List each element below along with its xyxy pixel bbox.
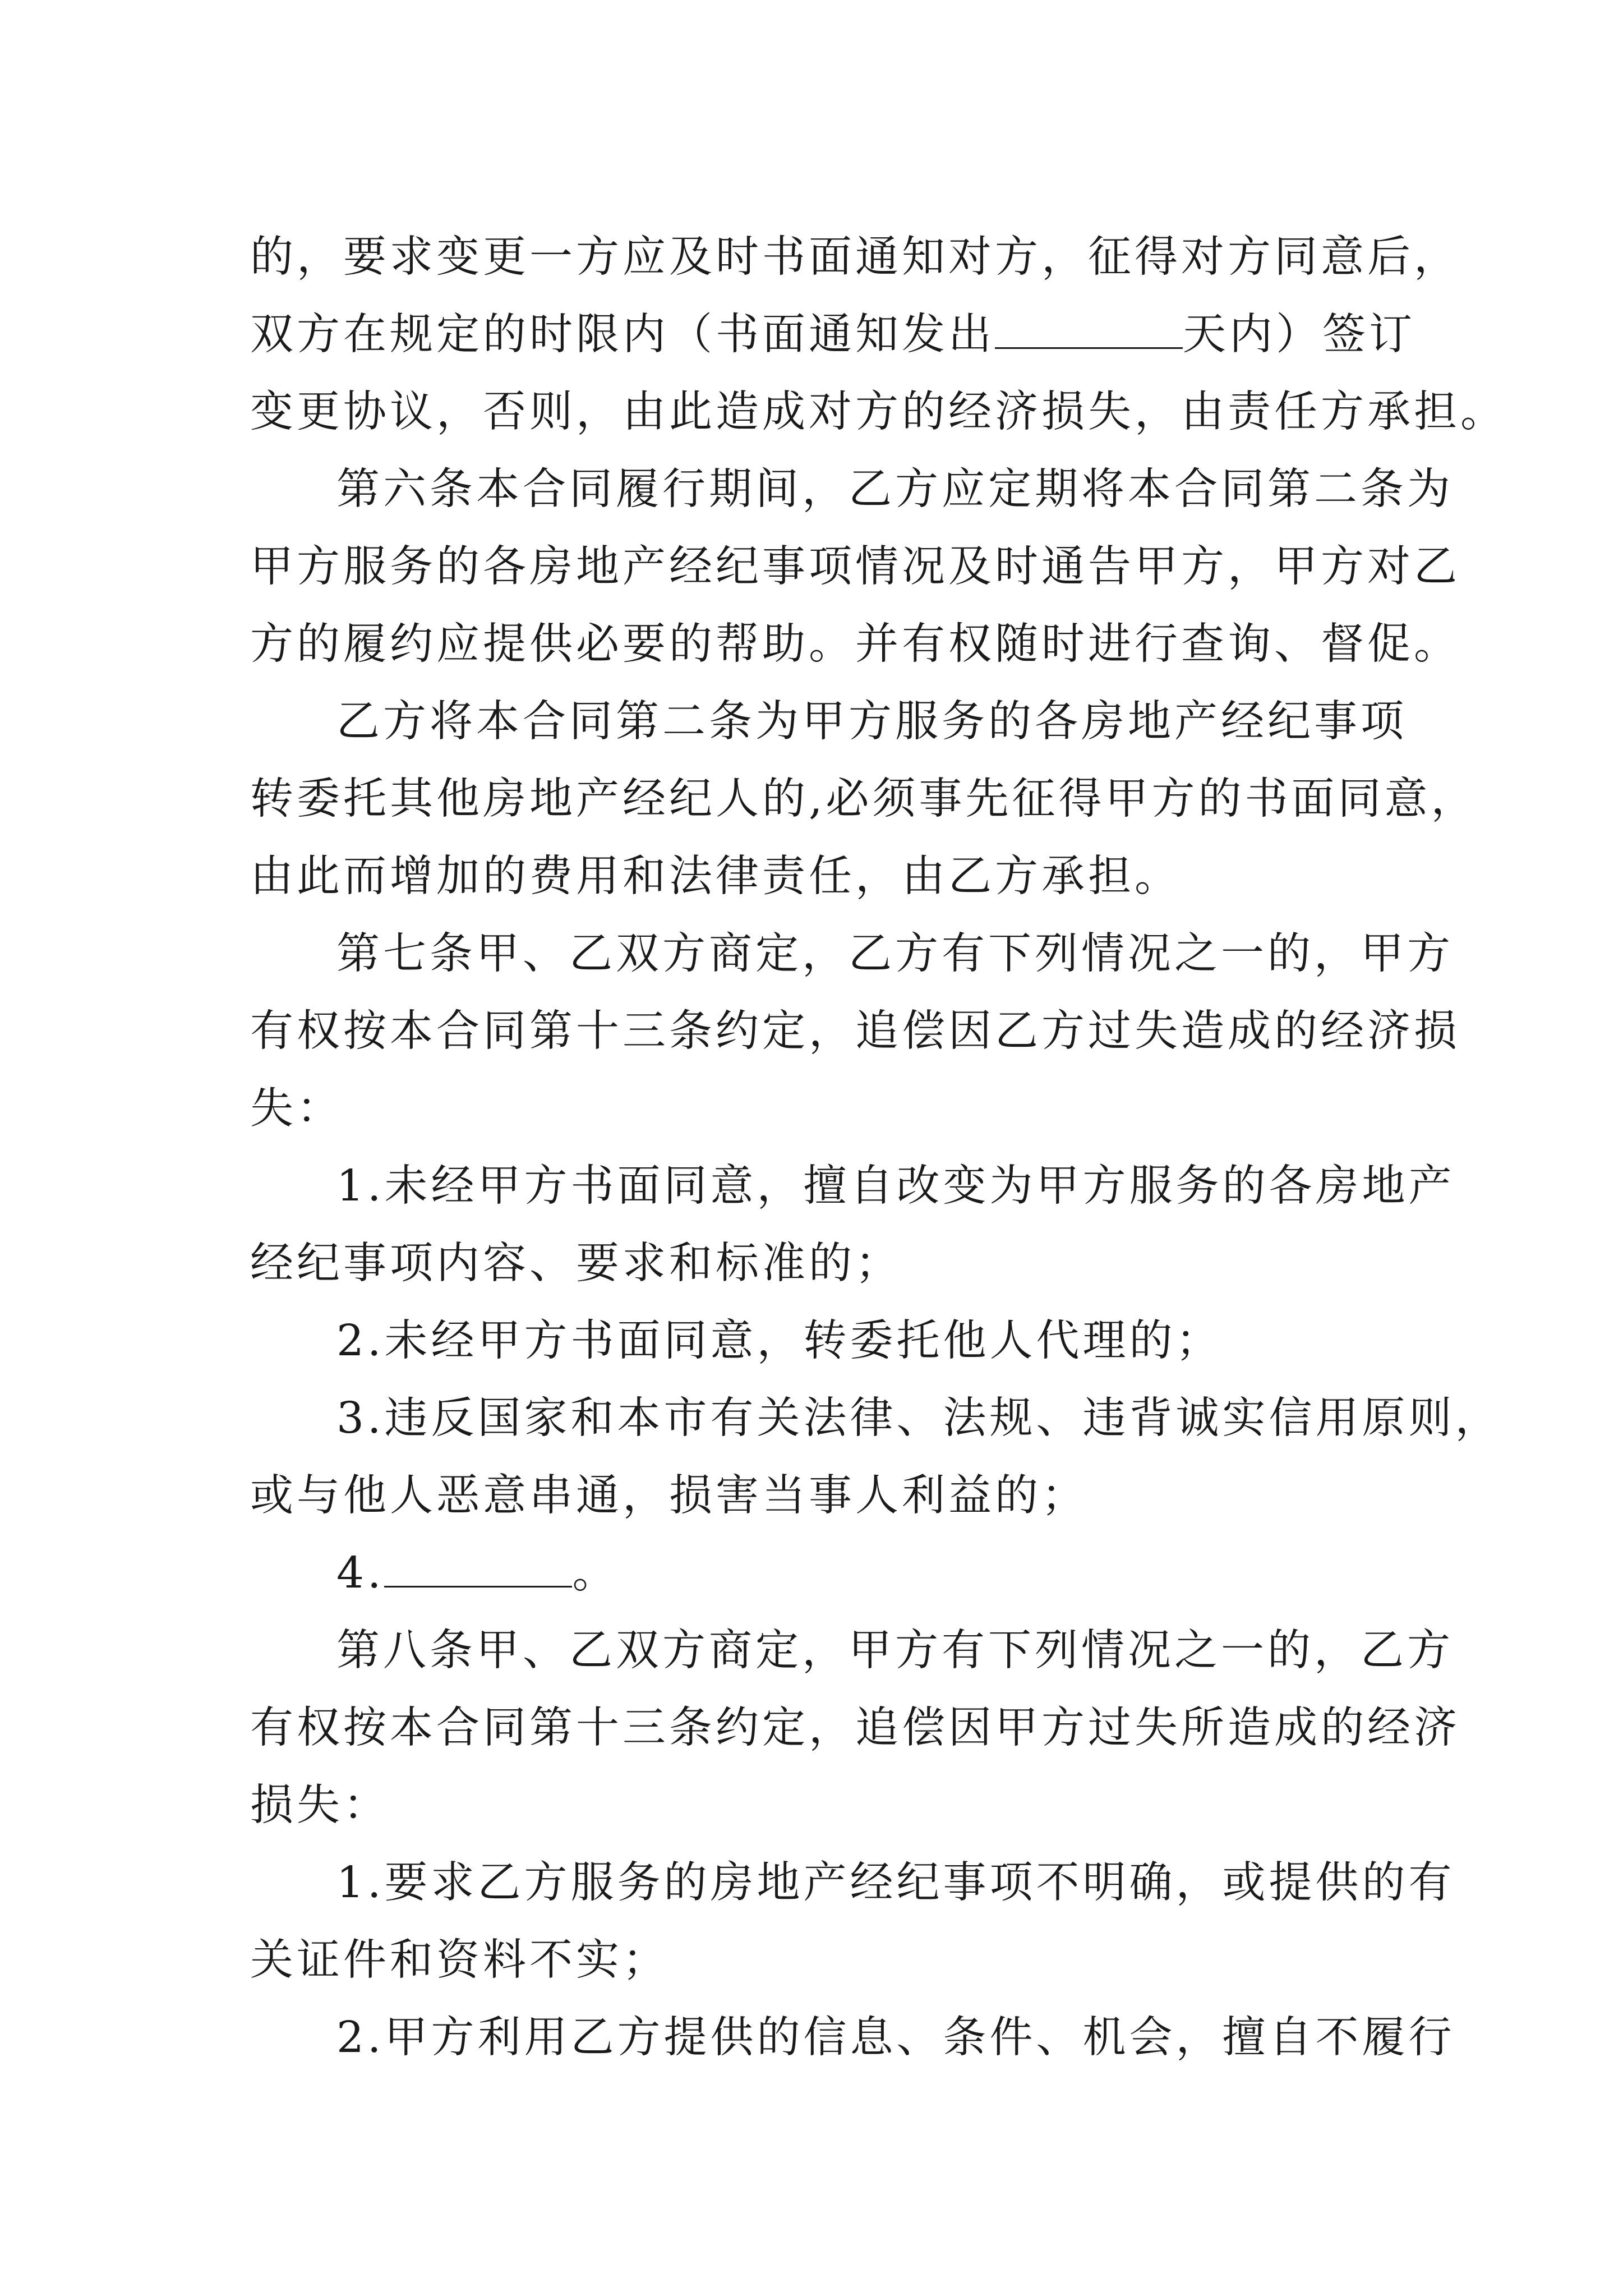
text-line: 方的履约应提供必要的帮助。并有权随时进行查询、督促。 [250, 619, 1460, 669]
text-line-with-blank [250, 296, 1415, 374]
text-line: 的，要求变更一方应及时书面通知对方，征得对方同意后， [250, 232, 1460, 282]
text-line: 转委托其他房地产经纪人的,必须事先征得甲方的书面同意， [250, 774, 1478, 824]
text-line: 1.未经甲方书面同意，擅自改变为甲方服务的各房地产 [336, 1161, 1455, 1211]
contract-text [250, 219, 1507, 2077]
text-line: 由此而增加的费用和法律责任，由乙方承担。 [250, 852, 1181, 901]
line-text-after-blank: 。 [572, 1548, 619, 1598]
text-line: 或与他人恶意串通，损害当事人利益的； [250, 1471, 1088, 1521]
fill-in-blank [995, 312, 1183, 349]
text-line: 有权按本合同第十三条约定，追偿因乙方过失造成的经济损 [250, 1006, 1460, 1056]
text-line: 损失： [250, 1780, 390, 1830]
fill-in-blank [384, 1551, 572, 1588]
text-line: 乙方将本合同第二条为甲方服务的各房地产经纪事项 [336, 697, 1407, 747]
text-line: 2.未经甲方书面同意，转委托他人代理的； [336, 1316, 1223, 1366]
line-text-after-blank: 天内）签订 [1183, 310, 1415, 360]
text-line: 3.违反国家和本市有关法律、法规、违背诚实信用原则， [336, 1393, 1502, 1443]
text-line: 有权按本合同第十三条约定，追偿因甲方过失所造成的经济 [250, 1703, 1460, 1753]
text-line: 关证件和资料不实； [250, 1935, 669, 1985]
text-line: 第六条本合同履行期间，乙方应定期将本合同第二条为 [336, 464, 1454, 514]
line-text-before-blank: 双方在规定的时限内（书面通知发出 [250, 310, 995, 360]
text-line: 第八条甲、乙双方商定，甲方有下列情况之一的，乙方 [336, 1626, 1454, 1676]
line-text-before-blank: 4. [336, 1548, 385, 1598]
text-line: 变更协议，否则，由此造成对方的经济损失，由责任方承担。 [250, 387, 1507, 437]
text-line: 经纪事项内容、要求和标准的； [250, 1239, 902, 1289]
text-line-with-blank [250, 1535, 1394, 1612]
text-line: 第七条甲、乙双方商定，乙方有下列情况之一的，甲方 [336, 929, 1454, 979]
text-line: 2.甲方利用乙方提供的信息、条件、机会，擅自不履行 [336, 2013, 1455, 2063]
text-line: 失： [250, 1084, 343, 1134]
text-line: 1.要求乙方服务的房地产经纪事项不明确，或提供的有 [336, 1858, 1455, 1908]
text-line: 甲方服务的各房地产经纪事项情况及时通告甲方，甲方对乙 [250, 542, 1460, 592]
